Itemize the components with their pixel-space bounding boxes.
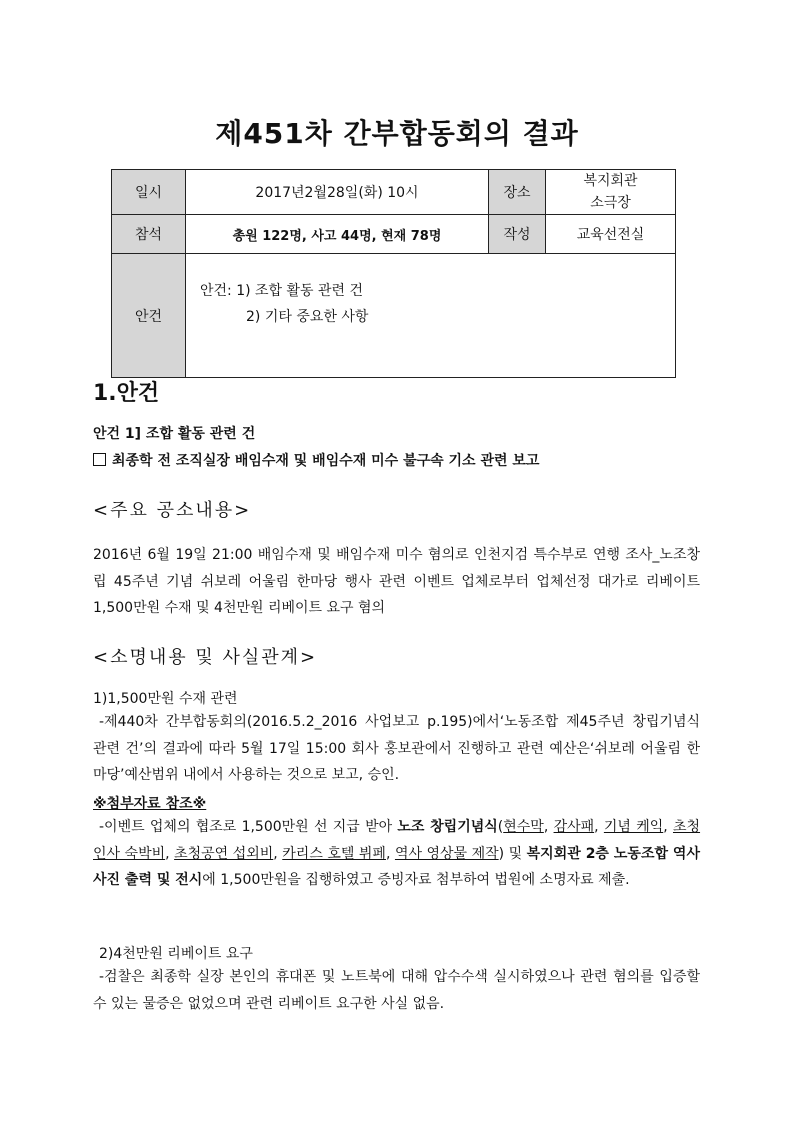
agenda-line1: 안건: 1) 조합 활동 관련 건 [200, 283, 364, 299]
sub1-title: 1)1,500만원 수재 관련 [93, 691, 238, 707]
attend-label: 참석 [112, 215, 186, 254]
meeting-info-table [111, 169, 676, 378]
table-row [112, 254, 676, 378]
p2-text-b: 노조 창립기념식 [397, 819, 498, 835]
agenda-item-subject: 최종학 전 조직실장 배임수재 및 배임수재 미수 불구속 기소 관련 보고 [112, 453, 540, 469]
place-label: 장소 [489, 170, 546, 215]
defense-heading: <소명내용 및 사실관계> [93, 647, 318, 668]
p2-text-e: 복지회관 2층 노동조합 역사 사진 출력 및 전시 [93, 845, 700, 888]
sub1-text: -제440차 간부합동회의(2016.5.2_2016 사업보고 p.195)에서‘노동조합 제45주년 창립기념식 관련 건’의 결과에 따라 5월 17일 15:00 회사 홍보관에서 진행하고 관련 예산은‘쉬보레 어울림 한마당’예산범위 내에서 사용하는 것으로 보고, 승인. [93, 714, 700, 783]
p2-text-d: ) 및 [498, 845, 527, 862]
place-value-line1: 복지회관 [583, 173, 638, 189]
expense-item: 초청공연 섭외비 [174, 845, 274, 862]
agenda-line2: 2) 기타 중요한 사항 [246, 309, 369, 325]
writer-label: 작성 [489, 215, 546, 254]
expense-item: 카리스 호텔 뷔페 [282, 845, 386, 862]
section-heading: 1.안건 [93, 381, 160, 406]
agenda-label: 안건 [112, 254, 186, 378]
place-value [546, 170, 676, 215]
p2-text-f: 에 1,500만원을 집행하였고 증빙자료 첨부하여 법원에 소명자료 제출. [202, 872, 630, 888]
sub2-title: 2)4천만원 리베이트 요구 [99, 946, 253, 962]
agenda-item-subject-row [93, 450, 539, 470]
charges-text: 2016년 6월 19일 21:00 배임수재 및 배임수재 미수 혐의로 인천지검 특수부로 연행 조사_노조창립 45주년 기념 쉬보레 어울림 한마당 행사 관련 이벤트 업체로부터 업체선정 대가로 리베이트 1,500만원 수재 및 4천만원 리베이트 요구 혐의 [93, 547, 700, 616]
sub2-text: -검찰은 최종학 실장 본인의 휴대폰 및 노트북에 대해 압수수색 실시하였으나 관련 혐의를 입증할 수 있는 물증은 없었으며 관련 리베이트 요구한 사실 없음. [93, 969, 700, 1012]
expense-item: 현수막 [503, 819, 544, 835]
agenda-cell [186, 254, 676, 378]
expense-item: 역사 영상물 제작 [394, 845, 499, 862]
p2-text-c: ( [497, 819, 504, 835]
place-value-line2: 소극장 [590, 195, 631, 211]
table-row [112, 170, 676, 215]
charges-heading: <주요 공소내용> [93, 500, 252, 521]
expense-item: 초청인사 숙박비 [93, 819, 701, 862]
agenda-item-title: 안건 1] 조합 활동 관련 건 [93, 426, 256, 442]
table-row [112, 215, 676, 254]
sub1-paragraph2: -이벤트 업체의 협조로 1,500만원 선 지급 받아 노조 창립기념식(현수막, 감사패, 기념 케익, 초청인사 숙박비, 초청공연 섭외비, 카리스 호텔 뷔페, 역사 영상물 제작) 및 복지회관 2층 노동조합 역사 사진 출력 및 전시에 1,500만원을 집행하였고 증빙자료 첨부하여 법원에 소명자료 제출. [93, 819, 701, 888]
attend-value: 총원 122명, 사고 44명, 현재 78명 [186, 215, 489, 254]
expense-item: 감사패 [553, 819, 595, 835]
writer-value: 교육선전실 [546, 215, 676, 254]
date-value: 2017년2월28일(화) 10시 [186, 170, 489, 215]
date-label: 일시 [112, 170, 186, 215]
document-title: 제451차 간부합동회의 결과 [215, 117, 579, 150]
p2-text-a: -이벤트 업체의 협조로 1,500만원 선 지급 받아 [99, 819, 398, 835]
expense-item: 기념 케익 [603, 819, 664, 835]
checkbox-icon [93, 453, 106, 466]
attachment-note: ※첨부자료 참조※ [93, 796, 207, 812]
